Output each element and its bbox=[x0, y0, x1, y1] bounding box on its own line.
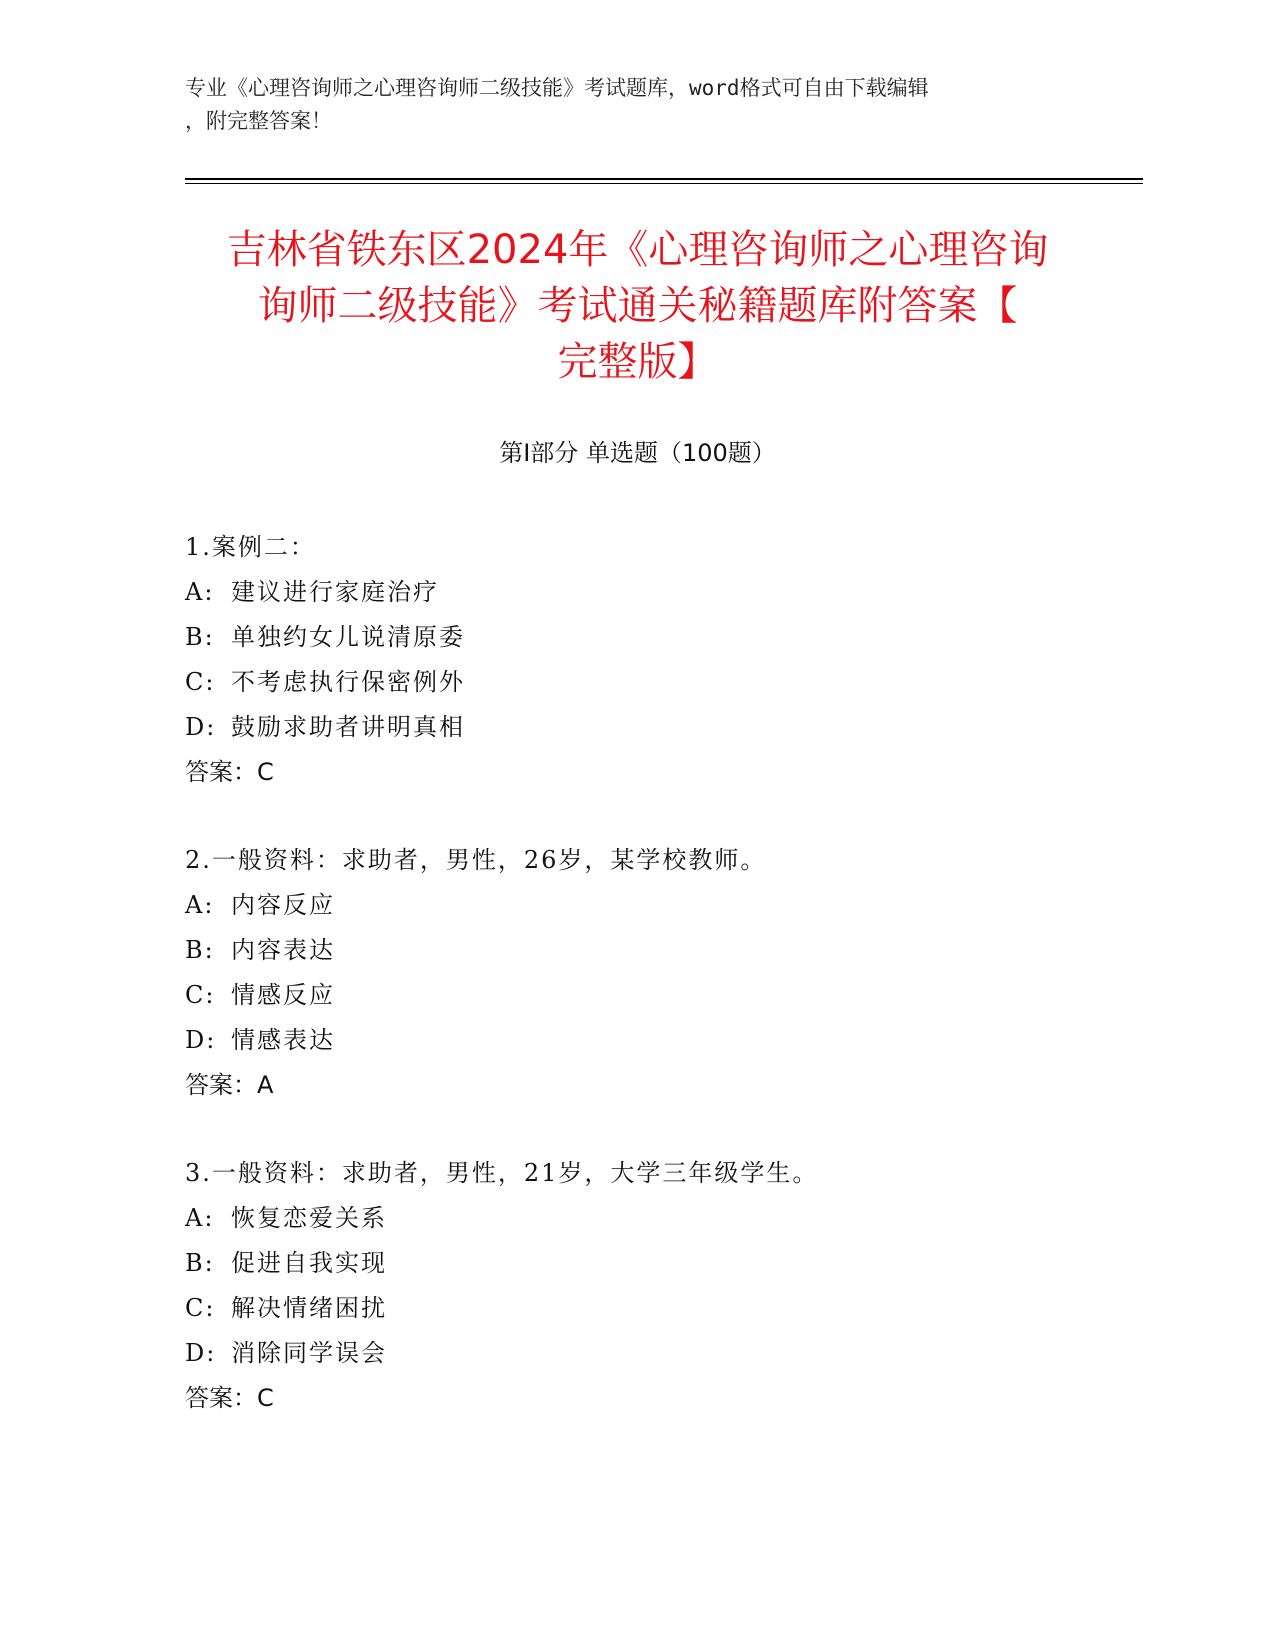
option-text: 内容反应 bbox=[231, 891, 335, 919]
answer-line: 答案：A bbox=[185, 1071, 274, 1099]
question-2 bbox=[185, 838, 1135, 1108]
option-c bbox=[185, 973, 1135, 1018]
section-title: 第Ⅰ部分 单选题（100题） bbox=[499, 439, 776, 467]
option-text: 促进自我实现 bbox=[231, 1249, 387, 1277]
option-b bbox=[185, 928, 1135, 973]
option-key: B: bbox=[185, 936, 215, 964]
option-key: D: bbox=[185, 1339, 217, 1367]
question-list bbox=[185, 525, 1135, 1464]
header-note-line-2: ，附完整答案！ bbox=[185, 109, 332, 133]
option-key: C: bbox=[185, 1294, 216, 1322]
option-key: A: bbox=[185, 1204, 215, 1232]
option-text: 鼓励求助者讲明真相 bbox=[231, 713, 465, 741]
answer-line: 答案：C bbox=[185, 758, 274, 786]
question-3 bbox=[185, 1151, 1135, 1421]
option-key: B: bbox=[185, 623, 215, 651]
document-title-line-3: 完整版】 bbox=[557, 339, 718, 385]
option-b bbox=[185, 615, 1135, 660]
option-key: D: bbox=[185, 713, 217, 741]
option-text: 恢复恋爱关系 bbox=[231, 1204, 387, 1232]
option-a bbox=[185, 570, 1135, 615]
header-divider-thin bbox=[185, 183, 1143, 184]
header-divider-thick bbox=[185, 178, 1143, 180]
option-d bbox=[185, 1018, 1135, 1063]
option-b bbox=[185, 1241, 1135, 1286]
option-key: C: bbox=[185, 668, 216, 696]
option-d bbox=[185, 705, 1135, 750]
option-key: C: bbox=[185, 981, 216, 1009]
option-text: 消除同学误会 bbox=[231, 1339, 387, 1367]
question-stem: 3.一般资料：求助者，男性，21岁，大学三年级学生。 bbox=[185, 1159, 819, 1187]
option-text: 内容表达 bbox=[231, 936, 335, 964]
document-title-line-2: 询师二级技能》考试通关秘籍题库附答案【 bbox=[257, 283, 1018, 329]
question-stem: 2.一般资料：求助者，男性，26岁，某学校教师。 bbox=[185, 846, 767, 874]
option-text: 解决情绪困扰 bbox=[231, 1294, 387, 1322]
option-c bbox=[185, 1286, 1135, 1331]
option-c bbox=[185, 660, 1135, 705]
option-text: 情感反应 bbox=[231, 981, 335, 1009]
document-title-line-1: 吉林省铁东区2024年《心理咨询师之心理咨询 bbox=[226, 227, 1049, 273]
option-text: 单独约女儿说清原委 bbox=[231, 623, 465, 651]
option-key: D: bbox=[185, 1026, 217, 1054]
option-text: 建议进行家庭治疗 bbox=[231, 578, 439, 606]
option-key: A: bbox=[185, 578, 215, 606]
question-stem: 1.案例二： bbox=[185, 533, 316, 561]
option-key: B: bbox=[185, 1249, 215, 1277]
header-note-line-1: 专业《心理咨询师之心理咨询师二级技能》考试题库，word格式可自由下载编辑 bbox=[185, 76, 929, 100]
header-note bbox=[185, 72, 1085, 138]
option-text: 不考虑执行保密例外 bbox=[231, 668, 465, 696]
option-a bbox=[185, 1196, 1135, 1241]
answer-line: 答案：C bbox=[185, 1384, 274, 1412]
option-a bbox=[185, 883, 1135, 928]
option-key: A: bbox=[185, 891, 215, 919]
option-text: 情感表达 bbox=[231, 1026, 335, 1054]
option-d bbox=[185, 1331, 1135, 1376]
document-title bbox=[150, 222, 1125, 390]
question-1 bbox=[185, 525, 1135, 795]
